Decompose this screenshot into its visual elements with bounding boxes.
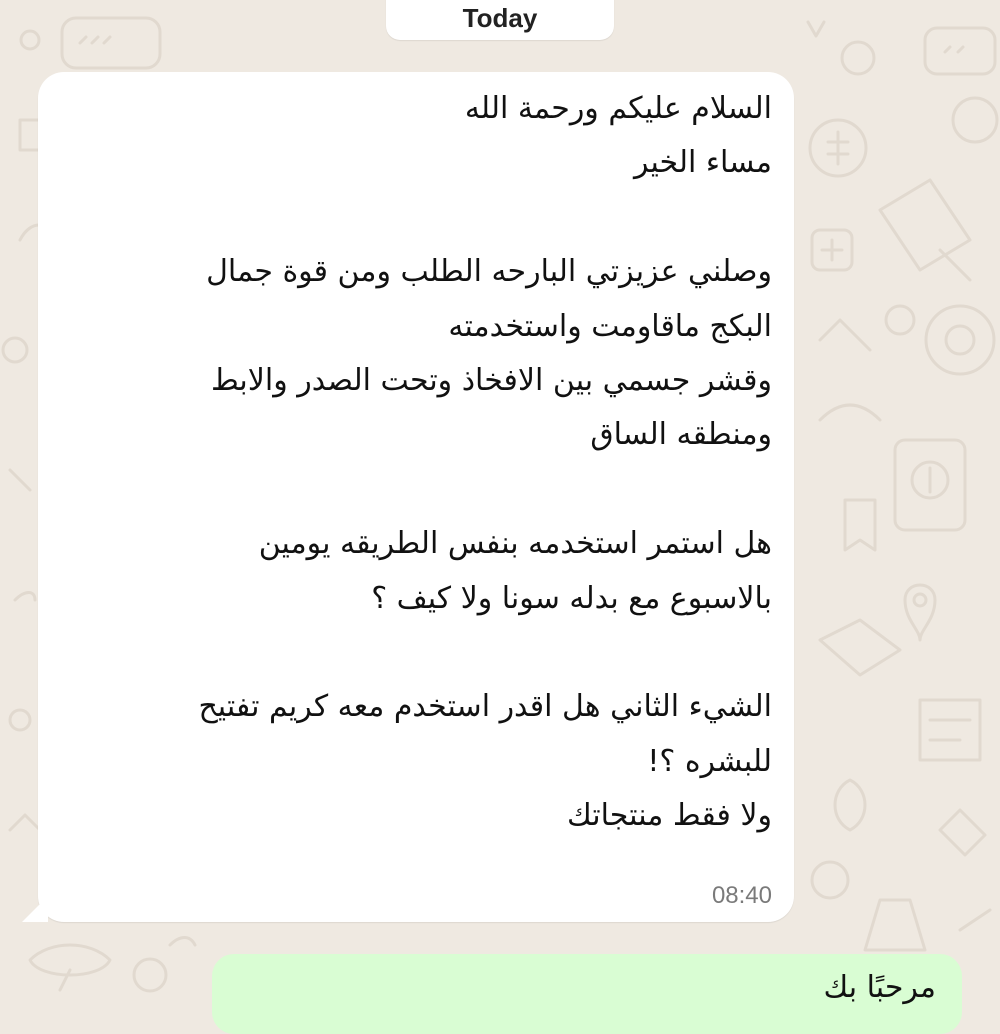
message-line: البكج ماقاومت واستخدمته [448, 308, 772, 344]
bubble-tail [22, 896, 48, 922]
message-line: للبشره ؟! [647, 743, 772, 779]
message-line [62, 626, 772, 680]
message-line: الشيء الثاني هل اقدر استخدم معه كريم تفتيح [198, 689, 772, 725]
message-line: وصلني عزيزتي البارحه الطلب ومن قوة جمال [206, 254, 772, 290]
outgoing-message-text: مرحبًا بك [823, 970, 936, 1005]
message-text [62, 82, 772, 843]
message-line: هل استمر استخدمه بنفس الطريقه يومين [258, 526, 772, 562]
message-line: ولا فقط منتجاتك [567, 798, 772, 834]
incoming-message-bubble[interactable] [38, 72, 794, 922]
date-divider [386, 0, 614, 40]
message-line [62, 191, 772, 245]
message-line: ومنطقه الساق [590, 417, 772, 453]
outgoing-message-bubble[interactable] [212, 954, 962, 1034]
message-timestamp: 08:40 [711, 882, 772, 909]
message-line: السلام عليكم ورحمة الله [464, 91, 772, 126]
message-line: مساء الخير [633, 145, 772, 181]
message-line: وقشر جسمي بين الافخاذ وتحت الصدر والابط [210, 362, 772, 398]
date-divider-label: Today [462, 2, 538, 33]
message-line: بالاسبوع مع بدله سونا ولا كيف ؟ [371, 580, 772, 616]
message-line [62, 463, 772, 517]
